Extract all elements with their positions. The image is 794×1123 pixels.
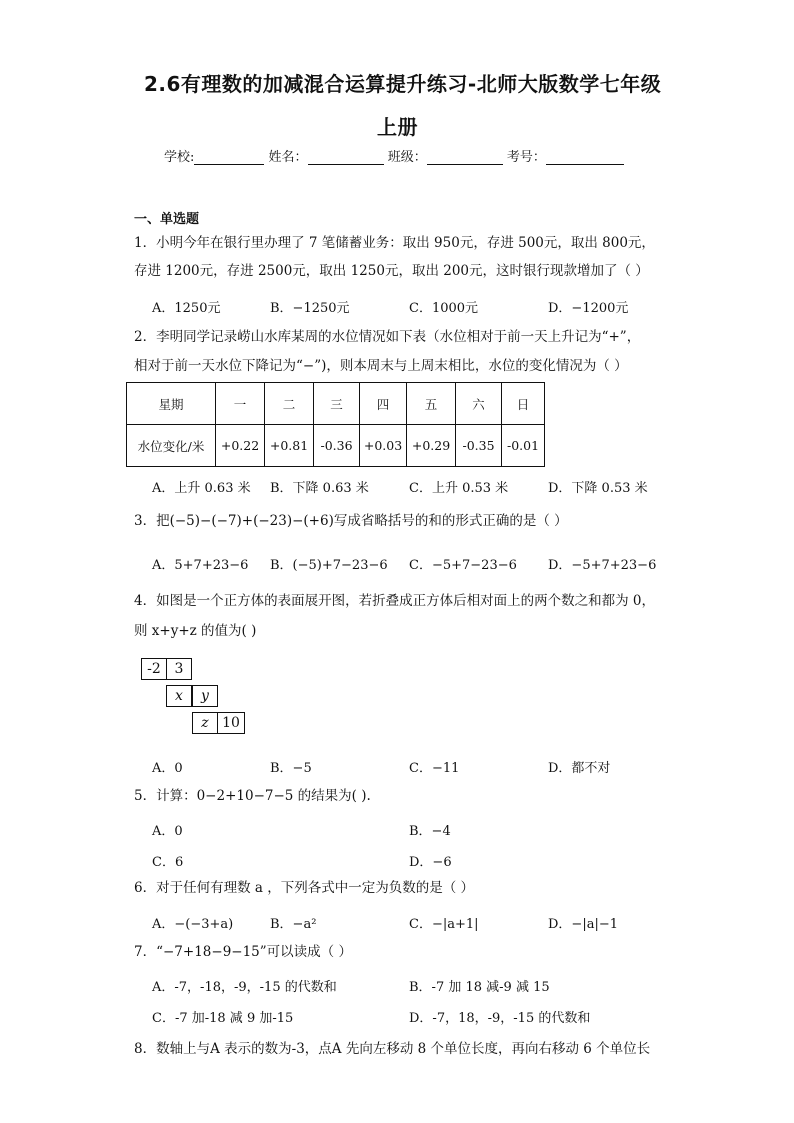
table-cell: 日 [502,383,545,425]
q6-option-a[interactable]: A．−(−3+a) [152,917,234,932]
q1-option-d[interactable]: D．−1200元 [548,301,629,316]
table-cell: 五 [407,383,456,425]
q7-option-c[interactable]: C．-7 加-18 减 9 加-15 [152,1011,294,1026]
cube-face: 10 [217,712,245,734]
q5-option-a[interactable]: A．0 [152,824,183,839]
table-cell: 一 [216,383,265,425]
q3-option-c[interactable]: C．−5+7−23−6 [409,558,517,573]
table-cell: -0.35 [456,425,502,467]
q5-option-d[interactable]: D．−6 [409,855,452,870]
table-cell: 三 [314,383,360,425]
q5-option-b[interactable]: B．−4 [409,824,451,839]
question-1-line2: 存进 1200元，存进 2500元，取出 1250元，取出 200元，这时银行现款增加了（ ） [134,263,649,279]
q4-option-c[interactable]: C．−11 [409,761,460,776]
q6-option-b[interactable]: B．−a² [270,917,317,932]
cube-face: y [192,685,218,707]
table-cell: -0.36 [314,425,360,467]
table-cell: 六 [456,383,502,425]
exam-no-blank[interactable] [546,150,624,165]
q4-option-a[interactable]: A．0 [152,761,183,776]
table-cell: -0.01 [502,425,545,467]
table-row [127,425,545,467]
question-7-line1: 7．“−7+18−9−15”可以读成（ ） [134,944,352,960]
table-cell: 水位变化/米 [127,425,216,467]
table-cell: +0.29 [407,425,456,467]
water-level-table [126,382,545,467]
q1-option-b[interactable]: B．−1250元 [270,301,350,316]
q6-option-c[interactable]: C．−|a+1| [409,917,479,932]
q7-option-a[interactable]: A．-7，-18，-9，-15 的代数和 [152,980,337,995]
table-cell: +0.81 [265,425,314,467]
school-label: 学校: [164,150,195,165]
question-6-line1: 6．对于任何有理数 a ，下列各式中一定为负数的是（ ） [134,880,475,896]
student-info-row [164,146,624,165]
q5-option-c[interactable]: C．6 [152,855,184,870]
section-heading: 一、单选题 [134,212,200,227]
q2-option-c[interactable]: C．上升 0.53 米 [409,481,509,496]
school-blank[interactable] [194,150,264,165]
question-5-line1: 5．计算：0−2+10−7−5 的结果为( ). [134,788,371,804]
cube-face: -2 [141,658,167,680]
question-4-line2: 则 x+y+z 的值为( ) [134,623,257,639]
cube-face: 3 [166,658,192,680]
q1-option-a[interactable]: A．1250元 [152,301,221,316]
table-cell: +0.22 [216,425,265,467]
question-2-line1: 2．李明同学记录崂山水库某周的水位情况如下表（水位相对于前一天上升记为“+”， [134,329,641,345]
q3-option-b[interactable]: B．(−5)+7−23−6 [270,558,388,573]
cube-face: z [192,712,218,734]
question-2-line2: 相对于前一天水位下降记为“−”)，则本周末与上周末相比，水位的变化情况为（ ） [134,358,628,374]
question-3-line1: 3．把(−5)−(−7)+(−23)−(+6)写成省略括号的和的形式正确的是（ ） [134,513,568,529]
q2-option-d[interactable]: D．下降 0.53 米 [548,481,648,496]
table-cell: 四 [360,383,407,425]
table-cell: 二 [265,383,314,425]
exam-no-label: 考号： [506,150,546,165]
page-title: 2.6有理数的加减混合运算提升练习-北师大版数学七年级 [144,72,662,96]
question-1-line1: 1．小明今年在银行里办理了 7 笔储蓄业务：取出 950元，存进 500元，取出 800元， [134,235,655,251]
question-8-line1: 8．数轴上与A 表示的数为-3，点A 先向左移动 8 个单位长度，再向右移动 6 个单位长 [134,1041,651,1057]
q4-option-d[interactable]: D．都不对 [548,761,611,776]
cube-face: x [166,685,192,707]
table-cell: +0.03 [360,425,407,467]
question-4-line1: 4．如图是一个正方体的表面展开图，若折叠成正方体后相对面上的两个数之和都为 0， [134,593,655,609]
table-row [127,383,545,425]
table-cell: 星期 [127,383,216,425]
q7-option-d[interactable]: D．-7，18，-9，-15 的代数和 [409,1011,591,1026]
q2-option-a[interactable]: A．上升 0.63 米 [152,481,251,496]
q3-option-a[interactable]: A．5+7+23−6 [152,558,249,573]
q7-option-b[interactable]: B．-7 加 18 减-9 减 15 [409,980,550,995]
class-blank[interactable] [427,150,503,165]
q4-option-b[interactable]: B．−5 [270,761,312,776]
page-title-line2: 上册 [377,115,418,139]
name-label: 姓名： [268,150,308,165]
q1-option-c[interactable]: C．1000元 [409,301,479,316]
q6-option-d[interactable]: D．−|a|−1 [548,917,618,932]
q2-option-b[interactable]: B．下降 0.63 米 [270,481,369,496]
q3-option-d[interactable]: D．−5+7+23−6 [548,558,657,573]
name-blank[interactable] [308,150,384,165]
class-label: 班级： [387,150,427,165]
